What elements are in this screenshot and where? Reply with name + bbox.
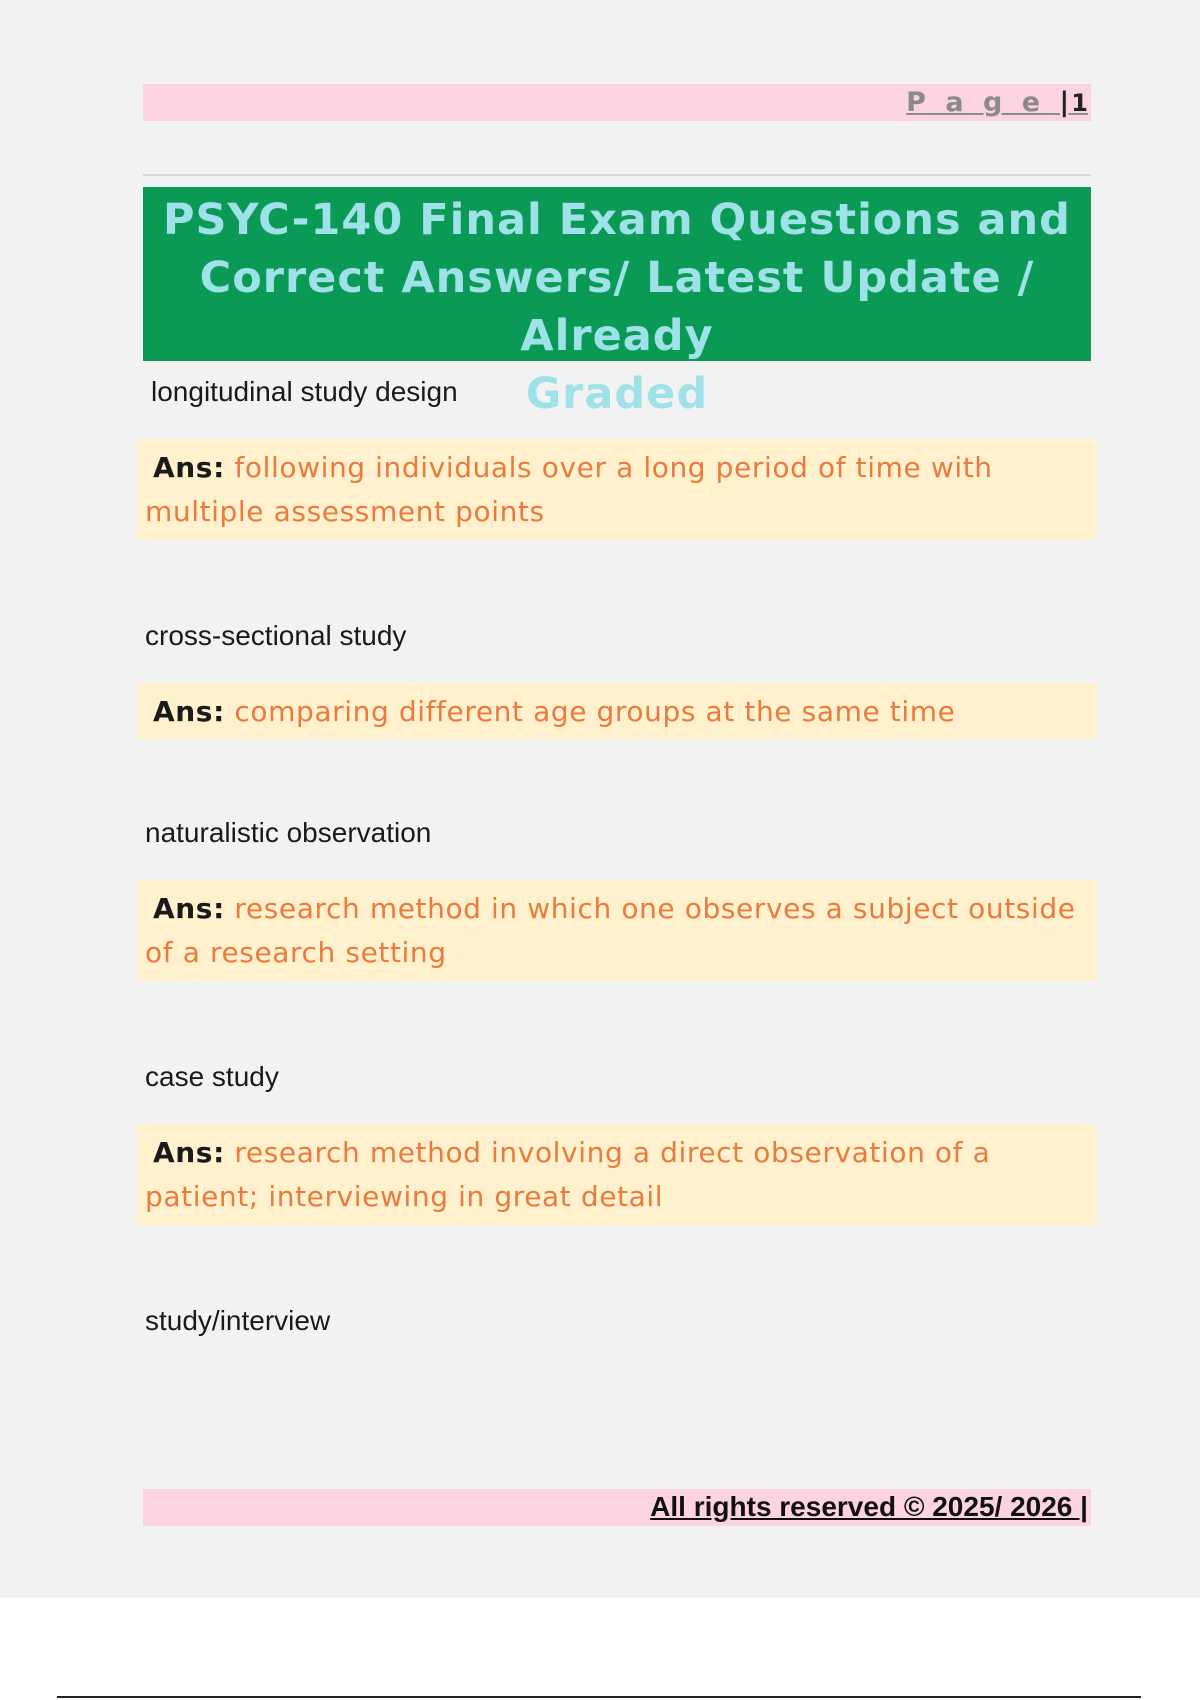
question-text: longitudinal study design	[151, 376, 458, 407]
answer-value: comparing different age groups at the same time	[234, 695, 956, 728]
question-text: study/interview	[145, 1305, 331, 1336]
copyright-notice: All rights reserved © 2025/ 2026 |	[650, 1491, 1088, 1522]
answer-label: Ans:	[153, 892, 225, 925]
page-number: 1	[1071, 89, 1088, 117]
page-word: P a g e	[906, 87, 1046, 118]
answer-text	[145, 887, 1085, 975]
question-text: case study	[145, 1061, 279, 1092]
answer-value: research method in which one observes a subject outside of a research setting	[145, 892, 1076, 969]
answer-label: Ans:	[153, 1136, 225, 1169]
answer-label: Ans:	[153, 451, 225, 484]
question-text: naturalistic observation	[145, 817, 432, 848]
page-separator: |	[1059, 87, 1072, 118]
page-number-label	[906, 88, 1088, 118]
answer-box	[137, 1124, 1097, 1226]
answer-value: research method involving a direct observation of a patient; interviewing in great detail	[145, 1136, 991, 1213]
page-bottom-rule	[57, 1696, 1141, 1698]
answer-value: following individuals over a long period of time with multiple assessment points	[145, 451, 993, 528]
header-divider	[143, 174, 1091, 176]
title-line-3: Graded	[525, 369, 709, 419]
title-line-2: Correct Answers/ Latest Update / Already	[199, 253, 1035, 361]
answer-text	[145, 1131, 1085, 1219]
answer-text	[145, 690, 1085, 734]
title-line-1: PSYC-140 Final Exam Questions and	[163, 195, 1071, 245]
answer-box	[137, 880, 1097, 981]
answer-text	[145, 446, 1085, 534]
answer-box	[137, 683, 1097, 739]
answer-box	[137, 439, 1097, 540]
answer-label: Ans:	[153, 695, 225, 728]
question-text: cross-sectional study	[145, 620, 407, 651]
